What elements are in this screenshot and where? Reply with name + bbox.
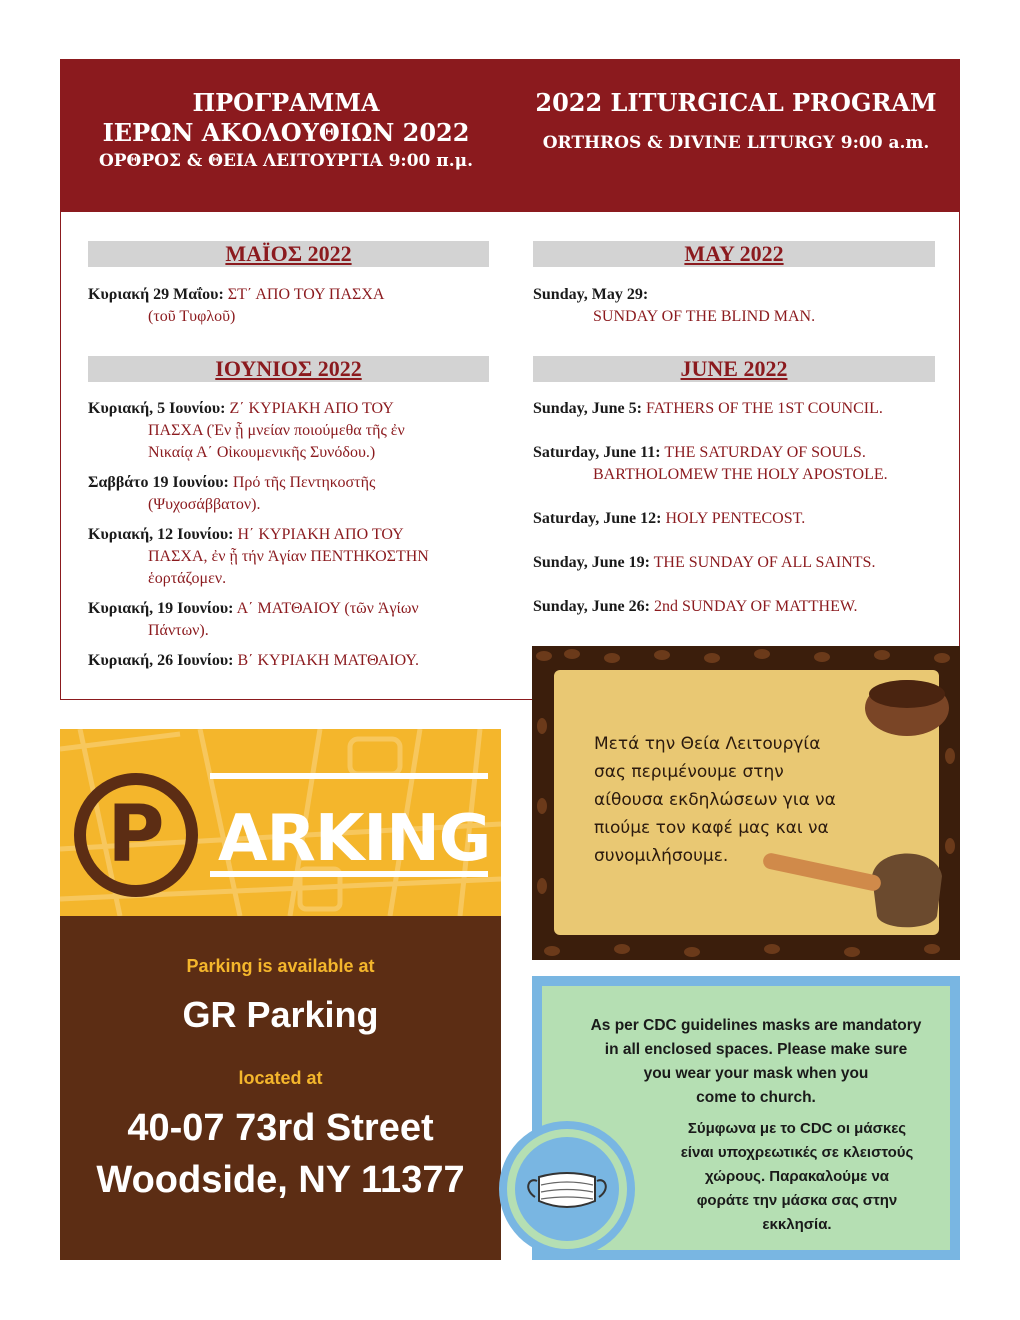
mask-text-line: in all enclosed spaces. Please make sure — [604, 1041, 908, 1058]
english-june-entry — [533, 552, 943, 574]
mask-notice-english — [566, 1014, 946, 1110]
parking-logo-word: ARKING — [218, 802, 491, 876]
entry-title-cont: (τοῦ Τυφλοῦ) — [148, 308, 236, 325]
entry-title: Πρό τῆς Πεντηκοστῆς — [232, 474, 376, 491]
entry-title: Α΄ ΜΑΤΘΑΙΟΥ (τῶν Ἁγίων — [236, 600, 419, 617]
english-june-entry — [533, 442, 943, 486]
coffee-text-line: σας περιμένουμε στην — [594, 762, 784, 782]
mask-text-line: As per CDC guidelines masks are mandatory — [590, 1017, 922, 1034]
greek-june-entry — [88, 472, 498, 516]
entry-title-cont: Πάντων). — [148, 622, 209, 639]
coffee-invitation-text — [594, 730, 874, 870]
coffee-text-line: Μετά την Θεία Λειτουργία — [594, 734, 821, 754]
entry-date: Sunday, June 19: — [533, 554, 650, 571]
face-mask-icon — [515, 1137, 619, 1241]
mask-text-line: εκκλησία. — [762, 1216, 832, 1233]
mask-text-line: χώρους. Παρακαλούμε να — [704, 1168, 890, 1185]
english-june-entry — [533, 508, 943, 530]
mask-text-line: come to church. — [696, 1089, 816, 1106]
entry-title: Ζ΄ ΚΥΡΙΑΚΗ ΑΠΟ ΤΟΥ — [229, 400, 394, 417]
coffee-text-line: αίθουσα εκδηλώσεων για να — [594, 790, 836, 810]
greek-title-line2: ΙΕΡΩΝ ΑΚΟΛΟΥΘΙΩΝ 2022 — [102, 118, 470, 147]
entry-date: Κυριακή 29 Μαΐου: — [88, 286, 224, 303]
english-june-entry — [533, 398, 943, 420]
entry-date: Sunday, May 29: — [533, 286, 649, 303]
greek-june-entry — [88, 598, 498, 642]
parking-available-label: Parking is available at — [186, 956, 375, 976]
english-may-heading: MAY 2022 — [533, 241, 935, 267]
entry-title-cont: ΠΑΣΧΑ (Ἐν ᾗ μνείαν ποιούμεθα τῆς ἐν — [148, 422, 405, 439]
greek-title-line1: ΠΡΟΓΡΑΜΜΑ — [192, 88, 380, 117]
mask-text-line: είναι υποχρεωτικές σε κλειστούς — [680, 1144, 914, 1161]
entry-title: SUNDAY OF THE BLIND MAN. — [593, 308, 816, 325]
entry-title: ΣΤ΄ ΑΠΟ ΤΟΥ ΠΑΣΧΑ — [227, 286, 385, 303]
mask-icon-badge — [499, 1121, 635, 1257]
parking-info — [60, 916, 501, 1260]
entry-title: Β΄ ΚΥΡΙΑΚΗ ΜΑΤΘΑΙΟΥ. — [237, 652, 419, 669]
coffee-hour-panel — [532, 646, 960, 960]
english-may-entry — [533, 284, 943, 328]
greek-may-heading: ΜΑΪΟΣ 2022 — [88, 241, 489, 267]
english-title: 2022 LITURGICAL PROGRAM — [535, 88, 937, 117]
greek-june-entry — [88, 650, 498, 672]
parking-p-icon: P — [74, 773, 198, 897]
entry-title-cont: ἑορτάζομεν. — [148, 570, 227, 587]
mask-icon-core — [515, 1137, 619, 1241]
program-header — [61, 60, 959, 212]
english-june-entry — [533, 596, 943, 618]
entry-title-cont: BARTHOLOMEW THE HOLY APOSTOLE. — [593, 466, 888, 483]
entry-title: Η΄ ΚΥΡΙΑΚΗ ΑΠΟ ΤΟΥ — [237, 526, 404, 543]
english-june-heading: JUNE 2022 — [533, 356, 935, 382]
entry-date: Σαββάτο 19 Ιουνίου: — [88, 474, 229, 491]
entry-date: Sunday, June 26: — [533, 598, 650, 615]
entry-date: Sunday, June 5: — [533, 400, 642, 417]
coffee-text-line: συνομιλήσουμε. — [594, 846, 729, 866]
coffee-text-line: πιούμε τον καφέ μας και να — [594, 818, 829, 838]
greek-june-entry — [88, 398, 498, 464]
mask-text-line: Σύμφωνα με το CDC οι μάσκες — [687, 1120, 907, 1137]
entry-date: Saturday, June 11: — [533, 444, 661, 461]
entry-title: 2nd SUNDAY OF MATTHEW. — [653, 598, 858, 615]
entry-title-cont: ΠΑΣΧΑ, ἐν ᾗ τήν Ἁγίαν ΠΕΝΤΗΚΟΣΤΗΝ — [148, 548, 429, 565]
entry-date: Κυριακή, 26 Ιουνίου: — [88, 652, 234, 669]
greek-may-entry — [88, 284, 488, 328]
entry-title: THE SUNDAY OF ALL SAINTS. — [653, 554, 876, 571]
greek-subtitle: ΟΡΘΡΟΣ & ΘΕΙΑ ΛΕΙΤΟΥΡΓΙΑ 9:00 π.μ. — [98, 151, 474, 171]
entry-title: HOLY PENTECOST. — [665, 510, 806, 527]
entry-title: THE SATURDAY OF SOULS. — [664, 444, 866, 461]
english-subtitle: ORTHROS & DIVINE LITURGY 9:00 a.m. — [542, 133, 930, 153]
parking-panel — [60, 729, 501, 1260]
english-header — [511, 88, 961, 156]
entry-date: Saturday, June 12: — [533, 510, 662, 527]
entry-title-cont: Νικαίᾳ Α΄ Οἰκουμενικῆς Συνόδου.) — [148, 444, 376, 461]
greek-june-entry — [88, 524, 498, 590]
entry-date: Κυριακή, 19 Ιουνίου: — [88, 600, 234, 617]
entry-title-cont: (Ψυχοσάββατον). — [148, 496, 261, 513]
entry-date: Κυριακή, 5 Ιουνίου: — [88, 400, 226, 417]
entry-title: FATHERS OF THE 1ST COUNCIL. — [645, 400, 883, 417]
liturgical-program-box — [60, 59, 960, 700]
greek-june-heading: ΙΟΥΝΙΟΣ 2022 — [88, 356, 489, 382]
greek-header — [61, 88, 511, 174]
parking-address-line1: 40-07 73rd Street — [127, 1107, 434, 1149]
parking-address-line2: Woodside, NY 11377 — [96, 1159, 465, 1201]
mask-text-line: φοράτε την μάσκα σας στην — [696, 1192, 898, 1209]
parking-name: GR Parking — [182, 994, 379, 1035]
parking-located-label: located at — [238, 1068, 323, 1088]
entry-date: Κυριακή, 12 Ιουνίου: — [88, 526, 234, 543]
mask-icon-ring — [507, 1129, 627, 1249]
mask-text-line: you wear your mask when you — [643, 1065, 869, 1082]
parking-logo-rule — [210, 773, 488, 779]
parking-banner — [60, 729, 501, 916]
mask-notice-greek — [662, 1117, 932, 1237]
